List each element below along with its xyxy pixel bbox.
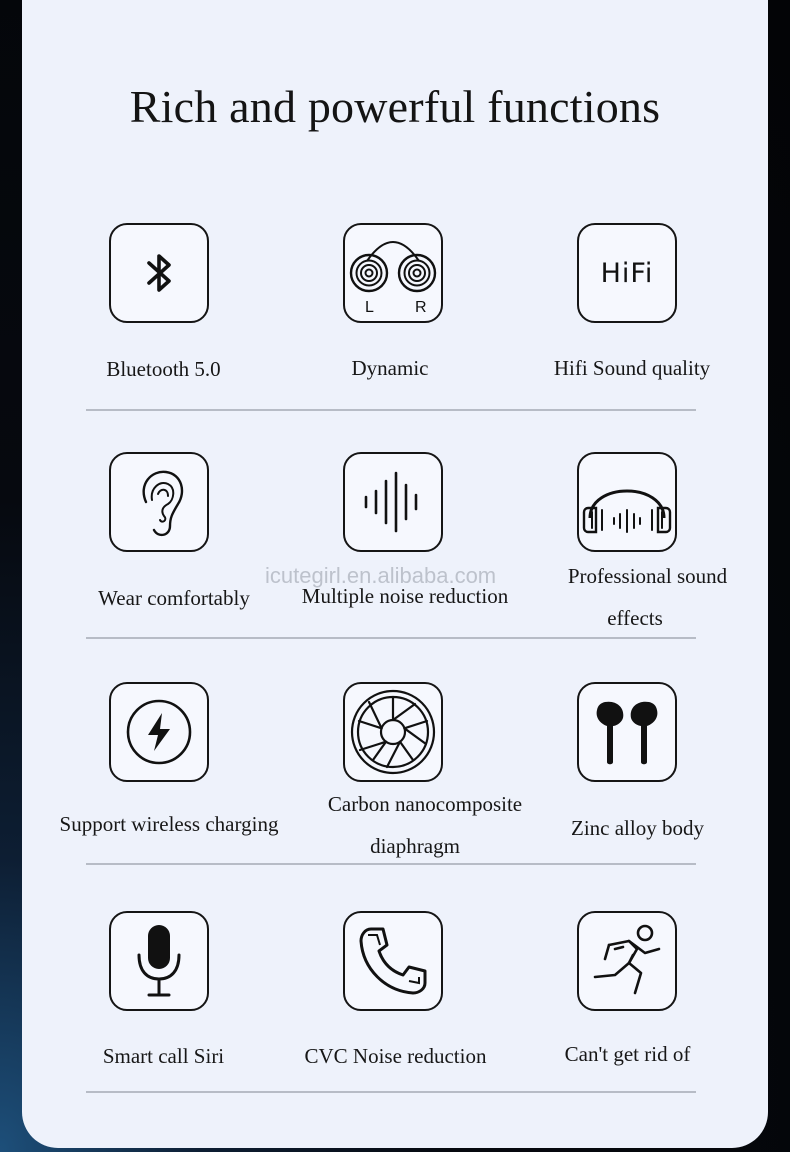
sound-wave-icon: [343, 452, 443, 552]
headphones-icon: [577, 452, 677, 552]
left-channel-letter: L: [365, 299, 374, 316]
lightning-charge-icon: [109, 682, 209, 782]
ear-icon: [109, 452, 209, 552]
row-divider: [86, 863, 696, 865]
feature-label-wireless-charging: Support wireless charging: [59, 812, 279, 836]
feature-label-cvc: CVC Noise reduction: [304, 1044, 487, 1068]
aperture-diaphragm-icon: [343, 682, 443, 782]
feature-label-hifi: Hifi Sound quality: [553, 356, 711, 380]
feature-label-diaphragm-line1: Carbon nanocomposite: [327, 792, 523, 816]
right-channel-letter: R: [415, 299, 427, 316]
feature-label-wear: Wear comfortably: [98, 586, 250, 610]
feature-label-zinc-alloy: Zinc alloy body: [571, 816, 704, 840]
row-divider: [86, 637, 696, 639]
feature-label-sound-effects-line2: effects: [607, 606, 663, 630]
running-person-icon: [577, 911, 677, 1011]
phone-handset-icon: [343, 911, 443, 1011]
feature-label-noise: Multiple noise reduction: [301, 584, 509, 608]
dual-speaker-icon: [343, 223, 443, 323]
feature-label-diaphragm-line2: diaphragm: [370, 834, 460, 858]
feature-label-sound-effects-line1: Professional sound: [567, 564, 728, 588]
microphone-icon: [109, 911, 209, 1011]
feature-label-bluetooth: Bluetooth 5.0: [106, 357, 221, 381]
row-divider: [86, 409, 696, 411]
page-title: Rich and powerful functions: [129, 81, 661, 132]
watermark: icutegirl.en.alibaba.com: [265, 563, 497, 588]
feature-label-siri: Smart call Siri: [102, 1044, 225, 1068]
hifi-text: HiFi: [600, 257, 654, 289]
hifi-icon: [577, 223, 677, 323]
earbuds-icon: [577, 682, 677, 782]
row-divider: [86, 1091, 696, 1093]
feature-label-dynamic: Dynamic: [351, 356, 429, 380]
feature-label-cant-get-rid-of: Can't get rid of: [564, 1042, 691, 1066]
bluetooth-icon: [109, 223, 209, 323]
